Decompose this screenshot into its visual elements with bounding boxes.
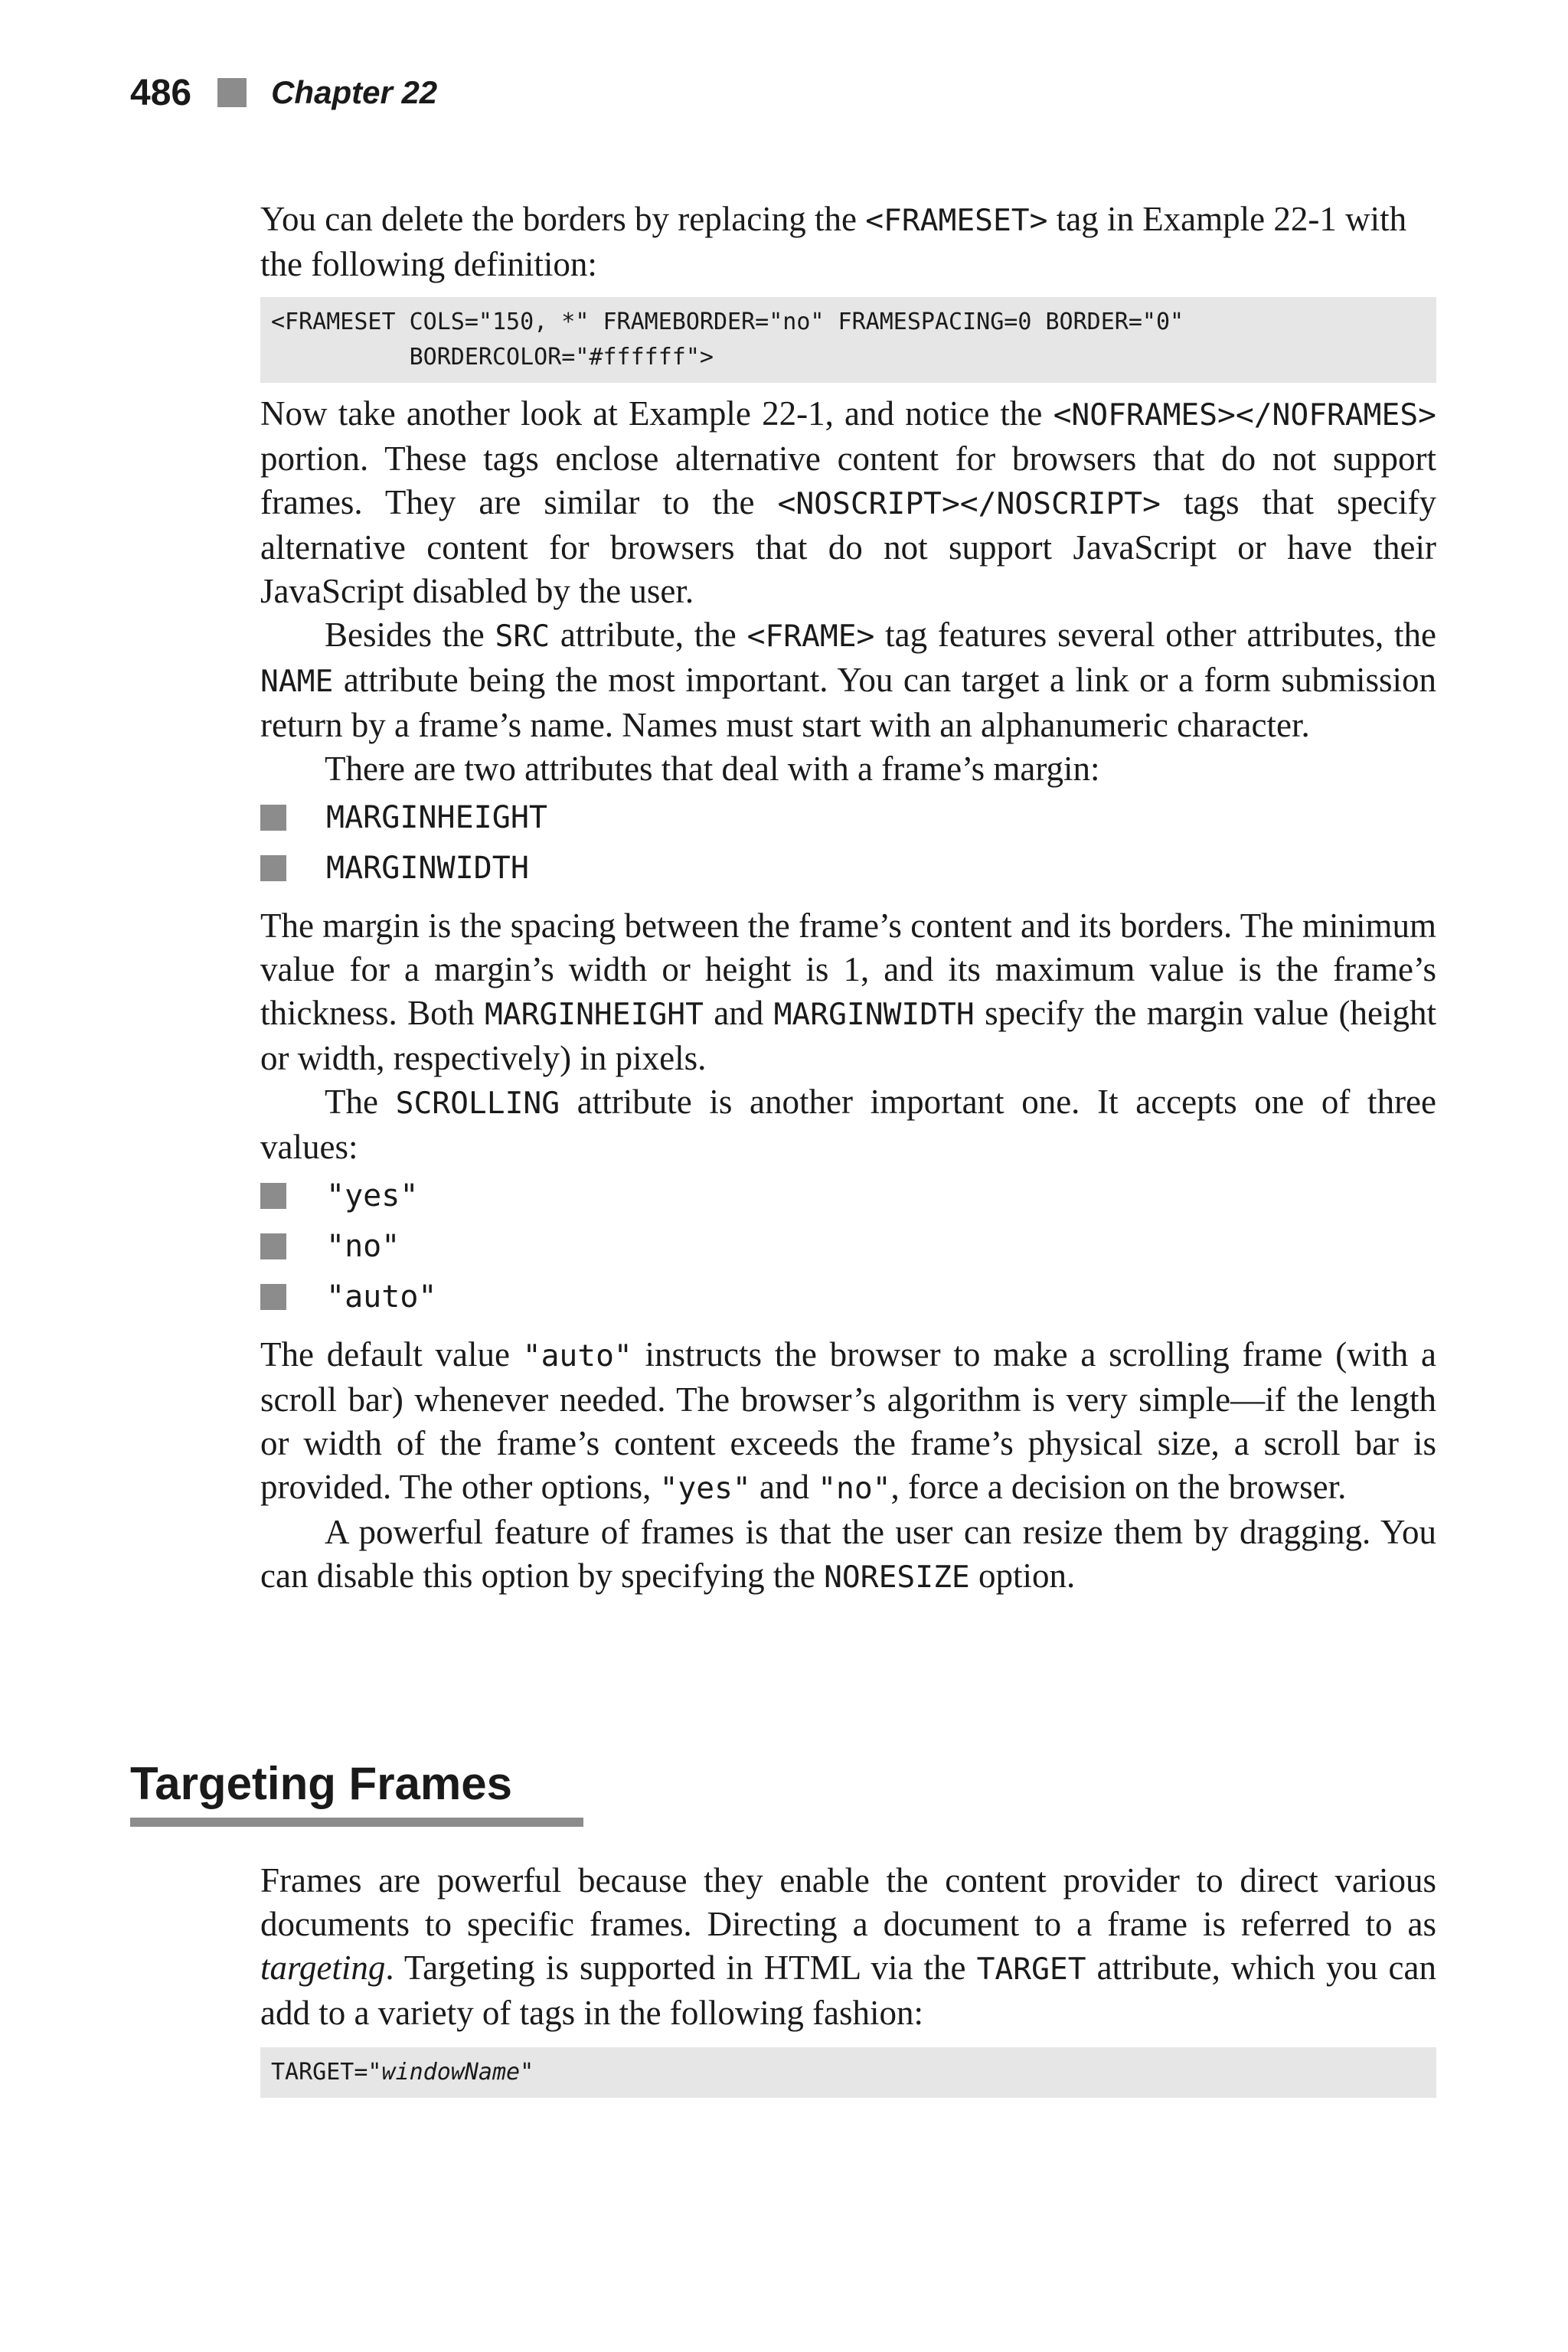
bullet-square-icon: [260, 1183, 286, 1209]
list-item: "yes": [260, 1171, 1436, 1221]
code-line: <FRAMESET COLS="150, *" FRAMEBORDER="no" FRAMESPACING=0 BORDER="0": [271, 309, 1184, 335]
paragraph-auto-default: The default value "auto" instructs the browser to make a scrolling frame (with a scroll bar) whenever needed. The browser’s algorithm is very simple—if the length or width of the frame’s content exceeds the frame’s physical size, a scroll bar is provided. The other options, "yes" and "no", force a decision on the browser.: [260, 1335, 1436, 1506]
paragraph-scrolling: The SCROLLING attribute is another important one. It accepts one of three values:: [260, 1083, 1436, 1166]
paragraph-frame-attributes: Besides the SRC attribute, the <FRAME> tag features several other attributes, the NAME attribute being the most important. You can target a link or a form submission return by a frame’s name. Names must start with an alphanumeric character.: [260, 616, 1437, 744]
paragraph-borders: You can delete the borders by replacing the <FRAMESET> tag in Example 22-1 with the following definition:: [260, 200, 1407, 283]
list-item: MARGINHEIGHT: [260, 792, 1436, 843]
section-heading: [130, 1753, 583, 1827]
code-block-frameset: [260, 297, 1436, 383]
bullet-square-icon: [260, 805, 286, 831]
paragraph-targeting: Frames are powerful because they enable the content provider to direct various documents to specific frames. Directing a document to a frame is referred to as targeting. Targeting is supported in HTML via the TARGET attribute, which you can add to a variety of tags in the following fashion:: [260, 1861, 1436, 2032]
bullet-square-icon: [260, 855, 286, 881]
list-item: "no": [260, 1221, 1436, 1272]
page-header: [130, 66, 437, 119]
header-square-icon: [217, 78, 247, 107]
paragraph-margin-intro: There are two attributes that deal with a frame’s margin:: [325, 750, 1100, 788]
margin-attribute-list: [260, 792, 1436, 893]
bullet-square-icon: [260, 1233, 286, 1259]
chapter-title: Chapter 22: [271, 74, 438, 110]
section-title: Targeting Frames: [130, 1758, 513, 1809]
list-item: MARGINWIDTH: [260, 843, 1436, 893]
bullet-square-icon: [260, 1284, 286, 1310]
paragraph-noframes: Now take another look at Example 22-1, and notice the <NOFRAMES></NOFRAMES> portion. These tags enclose alternative content for browsers that do not support frames. They are similar to the <NOSCRIPT></NOSCRIPT> tags that specify alternative content for browsers that do not support JavaScript or have their JavaScript disabled by the user.: [260, 394, 1436, 610]
list-item: "auto": [260, 1272, 1436, 1322]
code-line: BORDERCOLOR="#ffffff">: [271, 344, 714, 371]
paragraph-noresize: A powerful feature of frames is that the user can resize them by dragging. You can disable this option by specifying the NORESIZE option.: [260, 1513, 1436, 1595]
code-block-target: TARGET="windowName": [260, 2047, 1436, 2098]
page-number: 486: [130, 72, 192, 113]
paragraph-margin-definition: The margin is the spacing between the frame’s content and its borders. The minimum value for a margin’s width or height is 1, and its maximum value is the frame’s thickness. Both MARGINHEIGHT and MARGINWIDTH specify the margin value (height or width, respectively) in pixels.: [260, 906, 1436, 1077]
section-underline: [130, 1818, 583, 1827]
scrolling-values-list: [260, 1171, 1436, 1322]
body-lower: [260, 1859, 1436, 2098]
body-upper: [260, 198, 1436, 1599]
